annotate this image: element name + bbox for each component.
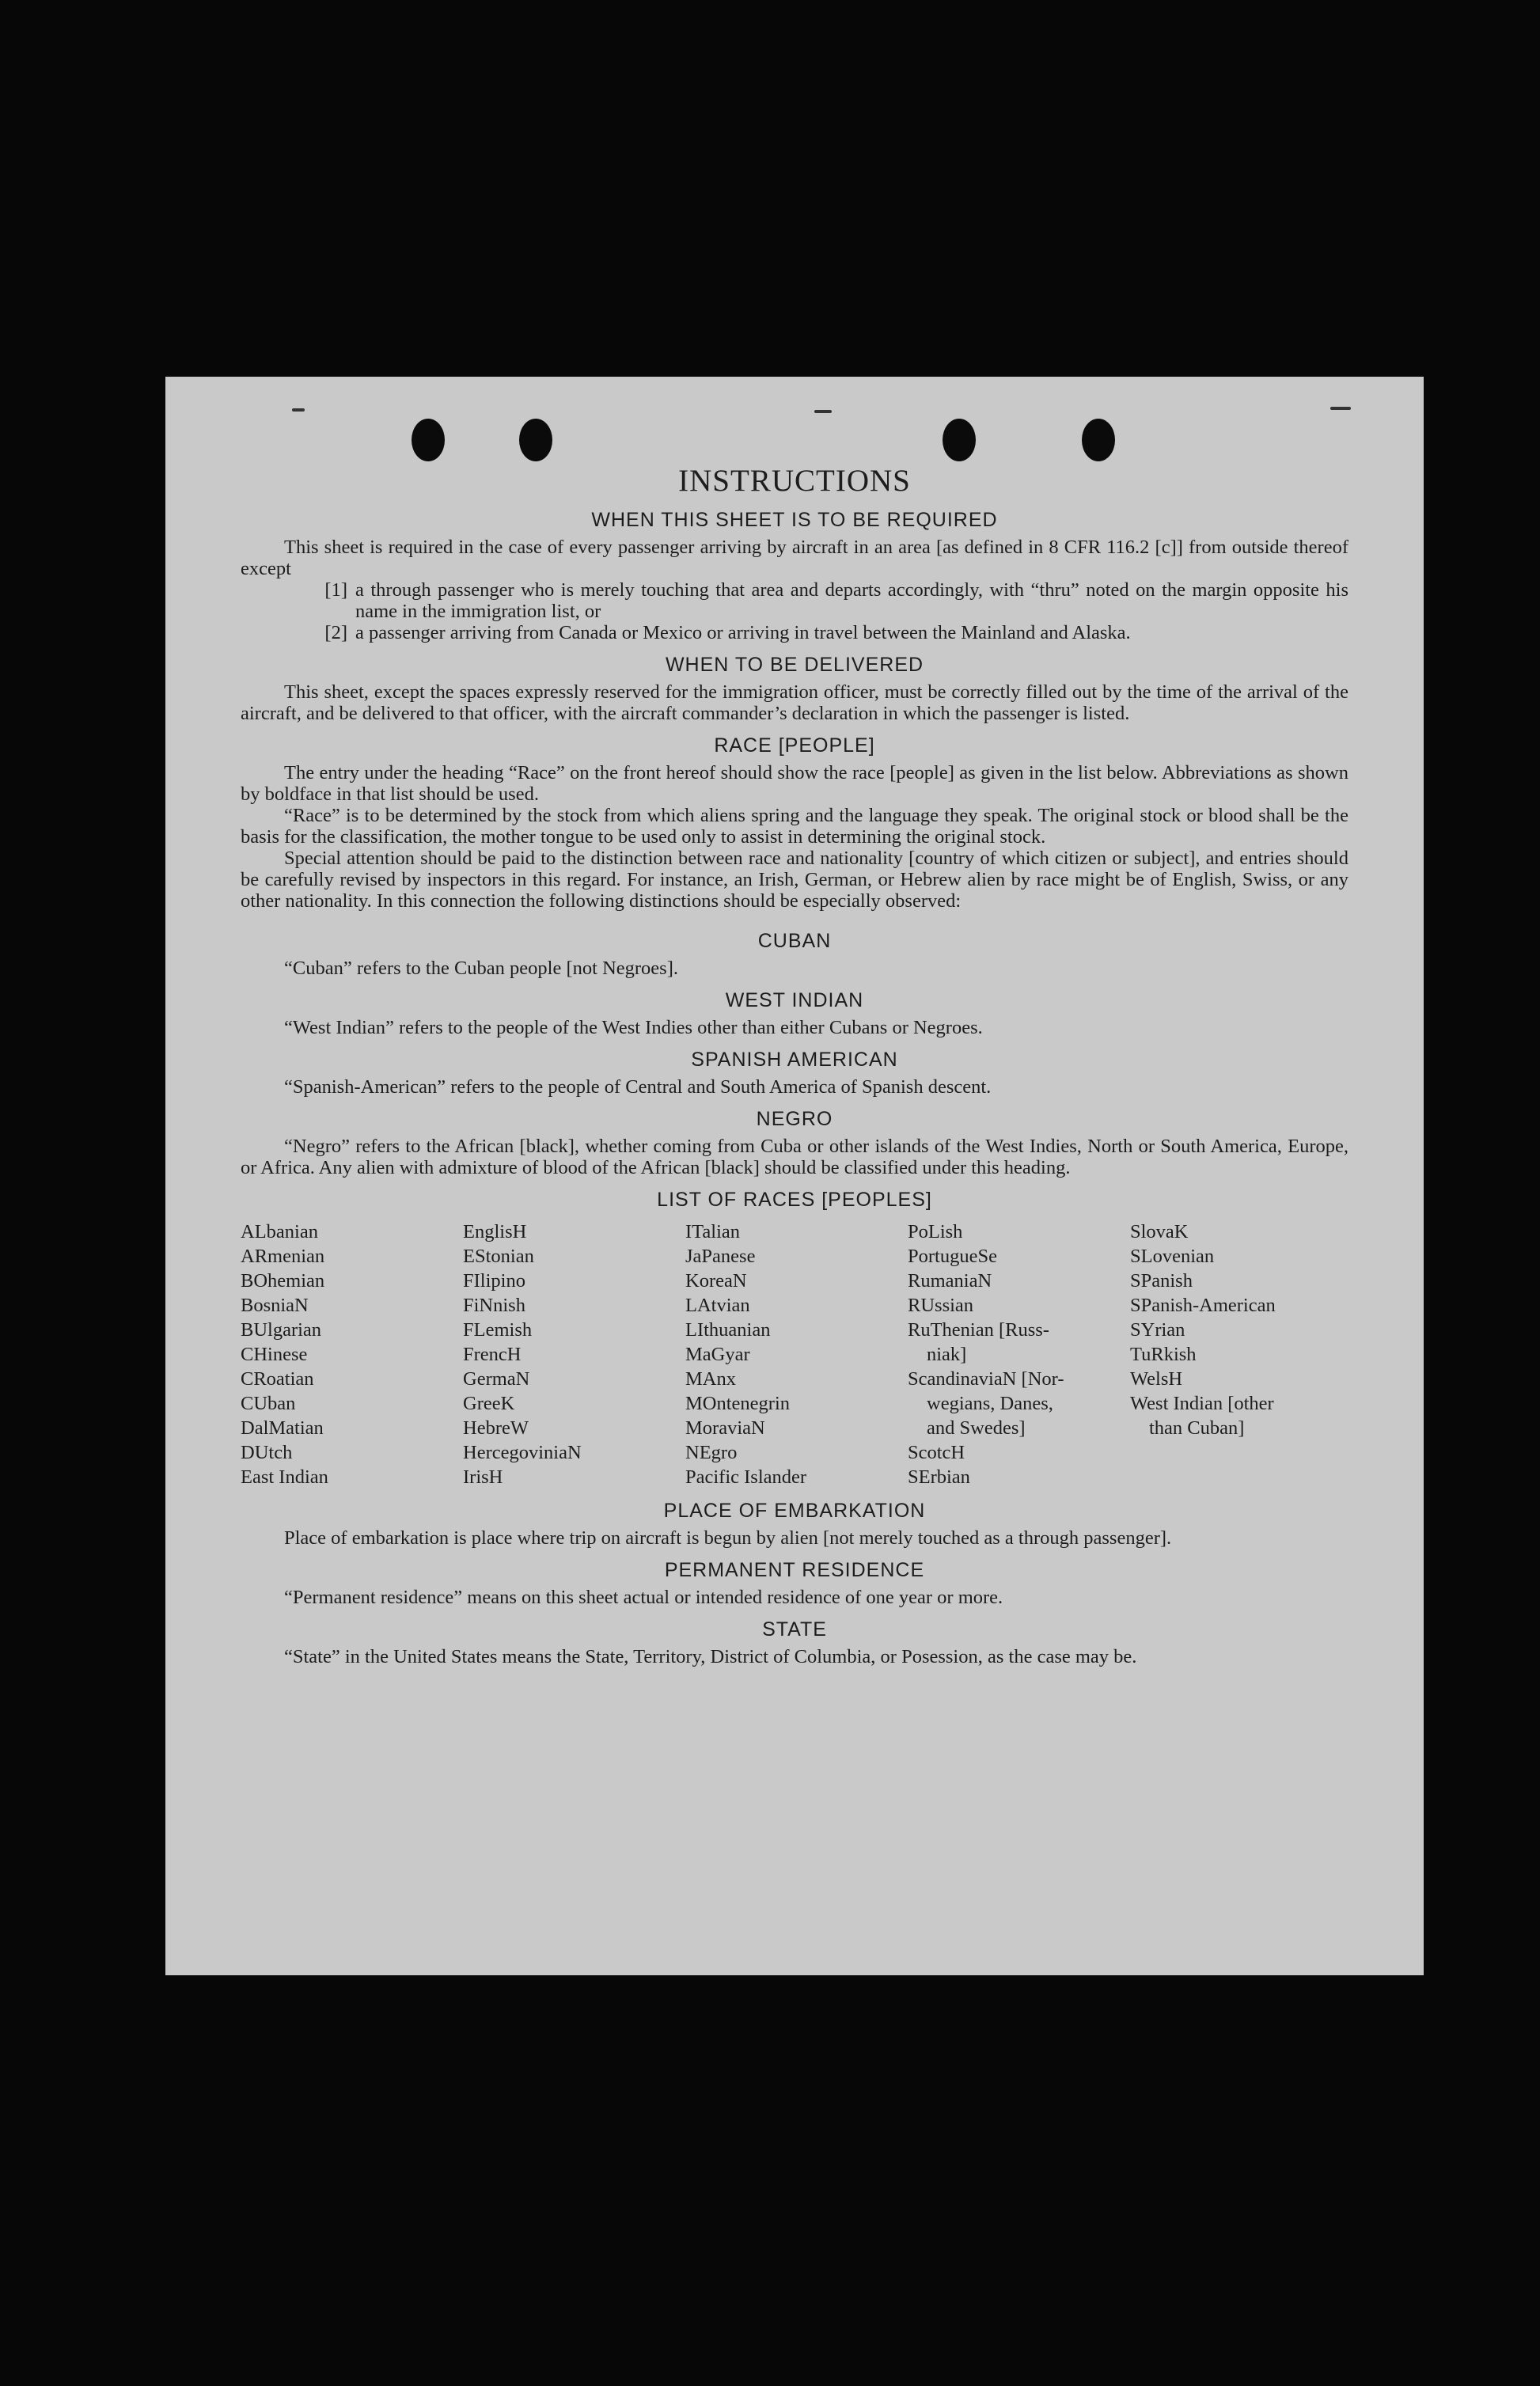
races-column-4	[908, 1220, 1130, 1489]
residence-text: “Permanent residence” means on this sheet actual or intended residence of one year or more.	[284, 1587, 1003, 1608]
race-entry: ScotcH	[908, 1442, 965, 1463]
race-entry: CHinese	[241, 1344, 308, 1365]
section-heading-embarkation: PLACE OF EMBARKATION	[663, 1500, 926, 1522]
west-indian-text: “West Indian” refers to the people of the West Indies other than either Cubans or Negroes.	[284, 1017, 983, 1038]
race-entry: SlovaK	[1130, 1221, 1189, 1242]
required-intro: This sheet is required in the case of every passenger arriving by aircraft in an area [as defined in 8 CFR 116.2 [c]] from outside thereof except	[241, 537, 1348, 579]
race-entry: PoLish	[908, 1221, 963, 1242]
race-paragraph: The entry under the heading “Race” on the front hereof should show the race [people] as given in the list below. Abbreviations as shown by boldface in that list should be used.	[241, 762, 1348, 805]
section-heading-races: LIST OF RACES [PEOPLES]	[657, 1189, 932, 1211]
section-heading-race: RACE [PEOPLE]	[714, 734, 875, 757]
race-entry: TuRkish	[1130, 1344, 1197, 1365]
race-entry: DUtch	[241, 1442, 293, 1463]
race-entry: SLovenian	[1130, 1246, 1215, 1267]
punch-hole	[1082, 419, 1115, 461]
race-entry: GermaN	[463, 1368, 530, 1390]
exception-text: a passenger arriving from Canada or Mexico or arriving in travel between the Mainland and Alaska.	[355, 622, 1131, 643]
section-heading-required: WHEN THIS SHEET IS TO BE REQUIRED	[591, 509, 998, 531]
race-entry: and Swedes]	[927, 1417, 1026, 1439]
races-list	[241, 1220, 1348, 1489]
instruction-sheet	[165, 377, 1424, 1975]
race-entry: EnglisH	[463, 1221, 527, 1242]
race-entry: wegians, Danes,	[927, 1393, 1053, 1414]
race-entry: than Cuban]	[1149, 1417, 1245, 1439]
race-entry: FiNnish	[463, 1295, 525, 1316]
race-entry: Pacific Islander	[685, 1466, 807, 1488]
race-entry: RuThenian [Russ-	[908, 1319, 1049, 1341]
race-entry: GreeK	[463, 1393, 515, 1414]
section-heading-cuban: CUBAN	[757, 930, 832, 952]
section-heading-negro: NEGRO	[756, 1108, 833, 1130]
embarkation-text: Place of embarkation is place where trip on aircraft is begun by alien [not merely touched as a through passenger].	[284, 1527, 1172, 1549]
race-entry: West Indian [other	[1130, 1393, 1274, 1414]
race-paragraph: “Race” is to be determined by the stock from which aliens spring and the language they speak. The original stock or blood shall be the basis for the classification, the mother tongue to be used only to assist in determining the original stock.	[241, 805, 1348, 848]
race-entry: EStonian	[463, 1246, 534, 1267]
race-entry: RUssian	[908, 1295, 974, 1316]
punch-hole	[412, 419, 445, 461]
race-entry: FrencH	[463, 1344, 522, 1365]
paper-mark	[1330, 407, 1351, 410]
race-entry: NEgro	[685, 1442, 738, 1463]
exception-item	[241, 622, 1348, 643]
race-entry: HebreW	[463, 1417, 529, 1439]
race-entry: BOhemian	[241, 1270, 325, 1292]
race-entry: East Indian	[241, 1466, 328, 1488]
section-heading-residence: PERMANENT RESIDENCE	[664, 1559, 925, 1581]
race-entry: IrisH	[463, 1466, 503, 1488]
race-entry: SErbian	[908, 1466, 970, 1488]
exception-text: a through passenger who is merely touching that area and departs accordingly, with “thru” noted on the margin opposite his name in the immigration list, or	[355, 579, 1348, 622]
race-entry: SPanish-American	[1130, 1295, 1276, 1316]
punch-hole	[519, 419, 552, 461]
race-entry: FIlipino	[463, 1270, 525, 1292]
cuban-text: “Cuban” refers to the Cuban people [not Negroes].	[284, 958, 678, 979]
race-entry: JaPanese	[685, 1246, 756, 1267]
race-entry: BosniaN	[241, 1295, 309, 1316]
race-entry: ITalian	[685, 1221, 741, 1242]
spanish-american-text: “Spanish-American” refers to the people of Central and South America of Spanish descent.	[284, 1076, 992, 1098]
race-entry: niak]	[927, 1344, 967, 1365]
race-entry: HercegoviniaN	[463, 1442, 582, 1463]
races-column-2	[463, 1220, 685, 1489]
race-entry: MoraviaN	[685, 1417, 765, 1439]
race-entry: ALbanian	[241, 1221, 318, 1242]
paper-mark	[292, 408, 305, 412]
races-column-3	[685, 1220, 908, 1489]
race-entry: LIthuanian	[685, 1319, 771, 1341]
exception-number: [1]	[324, 579, 347, 601]
race-entry: MaGyar	[685, 1344, 750, 1365]
race-entry: CUban	[241, 1393, 296, 1414]
race-entry: BUlgarian	[241, 1319, 322, 1341]
state-text: “State” in the United States means the State, Territory, District of Columbia, or Posession, as the case may be.	[284, 1646, 1137, 1667]
section-heading-west-indian: WEST INDIAN	[725, 989, 864, 1011]
race-entry: KoreaN	[685, 1270, 747, 1292]
races-column-1	[241, 1220, 463, 1489]
race-entry: PortugueSe	[908, 1246, 997, 1267]
paper-mark	[814, 410, 832, 413]
race-entry: LAtvian	[685, 1295, 750, 1316]
delivered-text: This sheet, except the spaces expressly reserved for the immigration officer, must be correctly filled out by the time of the arrival of the aircraft, and be delivered to that officer, with the aircraft commander’s declaration in which the passenger is listed.	[241, 681, 1348, 724]
negro-text: “Negro” refers to the African [black], whether coming from Cuba or other islands of the West Indies, North or South America, Europe, or Africa. Any alien with admixture of blood of the African [black] should be classified under this heading.	[241, 1136, 1348, 1178]
race-entry: DalMatian	[241, 1417, 324, 1439]
race-entry: WelsH	[1130, 1368, 1183, 1390]
document-body	[241, 464, 1348, 1667]
exception-item	[241, 579, 1348, 622]
race-entry: ScandinaviaN [Nor-	[908, 1368, 1064, 1390]
page-title: INSTRUCTIONS	[678, 464, 911, 498]
exception-number: [2]	[324, 622, 347, 643]
section-heading-delivered: WHEN TO BE DELIVERED	[665, 654, 924, 676]
race-entry: CRoatian	[241, 1368, 314, 1390]
punch-hole	[943, 419, 976, 461]
race-entry: FLemish	[463, 1319, 533, 1341]
section-heading-spanish-american: SPANISH AMERICAN	[691, 1049, 898, 1071]
race-entry: RumaniaN	[908, 1270, 992, 1292]
race-entry: SPanish	[1130, 1270, 1193, 1292]
race-entry: MOntenegrin	[685, 1393, 790, 1414]
race-entry: SYrian	[1130, 1319, 1185, 1341]
races-column-5	[1130, 1220, 1352, 1489]
race-entry: ARmenian	[241, 1246, 325, 1267]
race-paragraph: Special attention should be paid to the distinction between race and nationality [country of which citizen or subject], and entries should be carefully revised by inspectors in this regard. For instance, an Irish, German, or Hebrew alien by race might be of English, Swiss, or any other nationality. In this connection the following distinctions should be especially observed:	[241, 848, 1348, 912]
section-heading-state: STATE	[762, 1618, 827, 1641]
race-entry: MAnx	[685, 1368, 736, 1390]
